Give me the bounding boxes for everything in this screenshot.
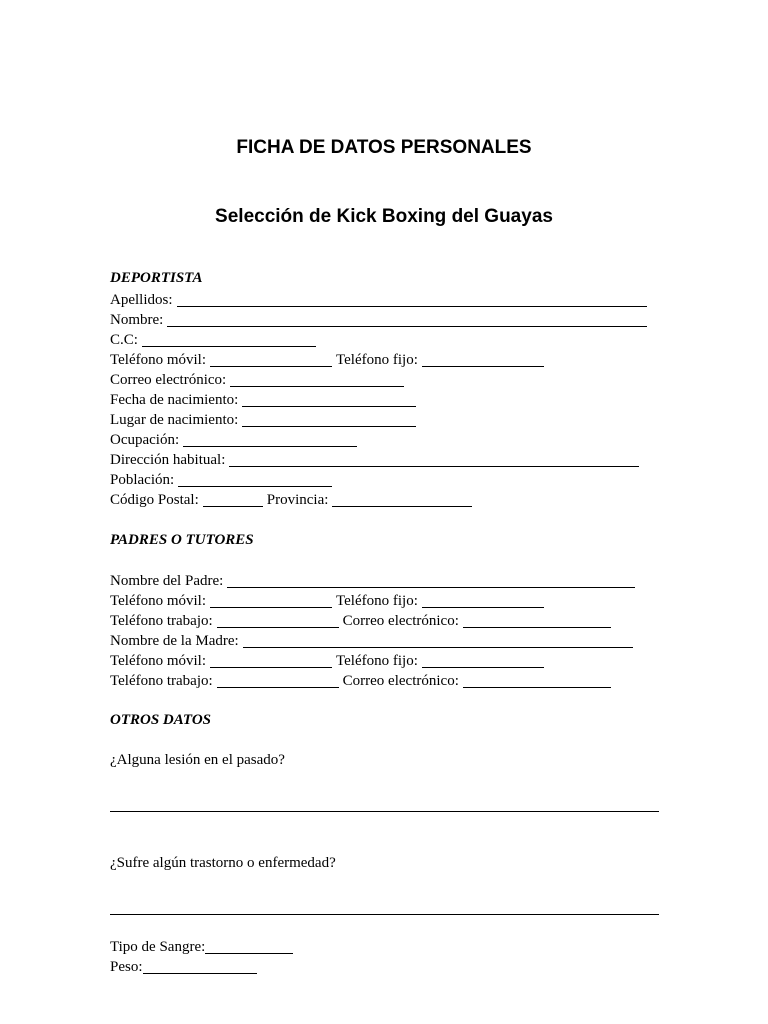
peso-blank[interactable]: [143, 958, 257, 974]
padre-correo-blank[interactable]: [463, 612, 611, 628]
field-poblacion[interactable]: [110, 470, 332, 490]
field-label: Población:: [110, 472, 175, 488]
field-label: Provincia:: [266, 492, 329, 508]
poblacion-blank[interactable]: [178, 471, 332, 487]
madre-correo-blank[interactable]: [463, 672, 611, 688]
field-label: Correo electrónico:: [342, 673, 459, 689]
telefono-fijo-blank[interactable]: [422, 351, 544, 367]
field-label: Teléfono trabajo:: [110, 673, 213, 689]
field-nombre[interactable]: [110, 310, 647, 330]
field-label: C.C:: [110, 332, 138, 348]
field-codigo-postal-provincia[interactable]: [110, 490, 472, 510]
field-label: Ocupación:: [110, 432, 180, 448]
field-label: Teléfono fijo:: [336, 352, 418, 368]
field-label: Teléfono fijo:: [336, 593, 418, 609]
field-direccion[interactable]: [110, 450, 639, 470]
madre-fijo-blank[interactable]: [422, 652, 544, 668]
field-tipo-sangre[interactable]: [110, 937, 293, 957]
document-subtitle: Selección de Kick Boxing del Guayas: [215, 206, 553, 227]
nombre-padre-blank[interactable]: [227, 572, 635, 588]
field-ocupacion[interactable]: [110, 430, 357, 450]
madre-trabajo-blank[interactable]: [217, 672, 339, 688]
field-cc[interactable]: [110, 330, 316, 350]
field-correo[interactable]: [110, 370, 404, 390]
cc-blank[interactable]: [142, 331, 316, 347]
field-telefonos-madre[interactable]: [110, 651, 544, 671]
field-label: Teléfono trabajo:: [110, 613, 213, 629]
tipo-sangre-blank[interactable]: [205, 938, 293, 954]
fecha-nacimiento-blank[interactable]: [242, 391, 416, 407]
telefono-movil-blank[interactable]: [210, 351, 332, 367]
field-label: Código Postal:: [110, 492, 199, 508]
question-trastorno: ¿Sufre algún trastorno o enfermedad?: [110, 855, 336, 871]
field-fecha-nacimiento[interactable]: [110, 390, 416, 410]
field-telefonos-deportista[interactable]: [110, 350, 544, 370]
codigo-postal-blank[interactable]: [203, 491, 263, 507]
field-trabajo-correo-madre[interactable]: [110, 671, 611, 691]
field-lugar-nacimiento[interactable]: [110, 410, 416, 430]
correo-blank[interactable]: [230, 371, 404, 387]
field-telefonos-padre[interactable]: [110, 591, 544, 611]
field-label: Nombre de la Madre:: [110, 633, 239, 649]
field-label: Apellidos:: [110, 292, 173, 308]
provincia-blank[interactable]: [332, 491, 472, 507]
field-label: Teléfono móvil:: [110, 593, 207, 609]
field-trabajo-correo-padre[interactable]: [110, 611, 611, 631]
apellidos-blank[interactable]: [177, 291, 647, 307]
field-peso[interactable]: [110, 957, 257, 977]
answer-line-lesion[interactable]: [110, 811, 659, 812]
field-label: Teléfono fijo:: [336, 653, 418, 669]
field-nombre-padre[interactable]: [110, 571, 635, 591]
field-label: Correo electrónico:: [342, 613, 459, 629]
direccion-blank[interactable]: [229, 451, 639, 467]
nombre-madre-blank[interactable]: [243, 632, 633, 648]
field-label: Teléfono móvil:: [110, 653, 207, 669]
answer-line-trastorno[interactable]: [110, 914, 659, 915]
field-label: Dirección habitual:: [110, 452, 226, 468]
section-heading-padres: PADRES O TUTORES: [110, 532, 254, 548]
lugar-nacimiento-blank[interactable]: [242, 411, 416, 427]
ocupacion-blank[interactable]: [183, 431, 357, 447]
question-lesion: ¿Alguna lesión en el pasado?: [110, 752, 285, 768]
nombre-blank[interactable]: [167, 311, 647, 327]
document-title: FICHA DE DATOS PERSONALES: [236, 137, 532, 158]
field-label: Peso:: [110, 959, 143, 975]
padre-trabajo-blank[interactable]: [217, 612, 339, 628]
padre-fijo-blank[interactable]: [422, 592, 544, 608]
field-label: Tipo de Sangre:: [110, 939, 206, 955]
padre-movil-blank[interactable]: [210, 592, 332, 608]
section-heading-otros: OTROS DATOS: [110, 712, 212, 728]
madre-movil-blank[interactable]: [210, 652, 332, 668]
field-label: Teléfono móvil:: [110, 352, 207, 368]
field-label: Nombre del Padre:: [110, 573, 224, 589]
section-heading-deportista: DEPORTISTA: [110, 270, 203, 286]
field-label: Correo electrónico:: [110, 372, 227, 388]
field-label: Lugar de nacimiento:: [110, 412, 239, 428]
field-label: Nombre:: [110, 312, 164, 328]
field-apellidos[interactable]: [110, 290, 647, 310]
field-label: Fecha de nacimiento:: [110, 392, 239, 408]
field-nombre-madre[interactable]: [110, 631, 633, 651]
